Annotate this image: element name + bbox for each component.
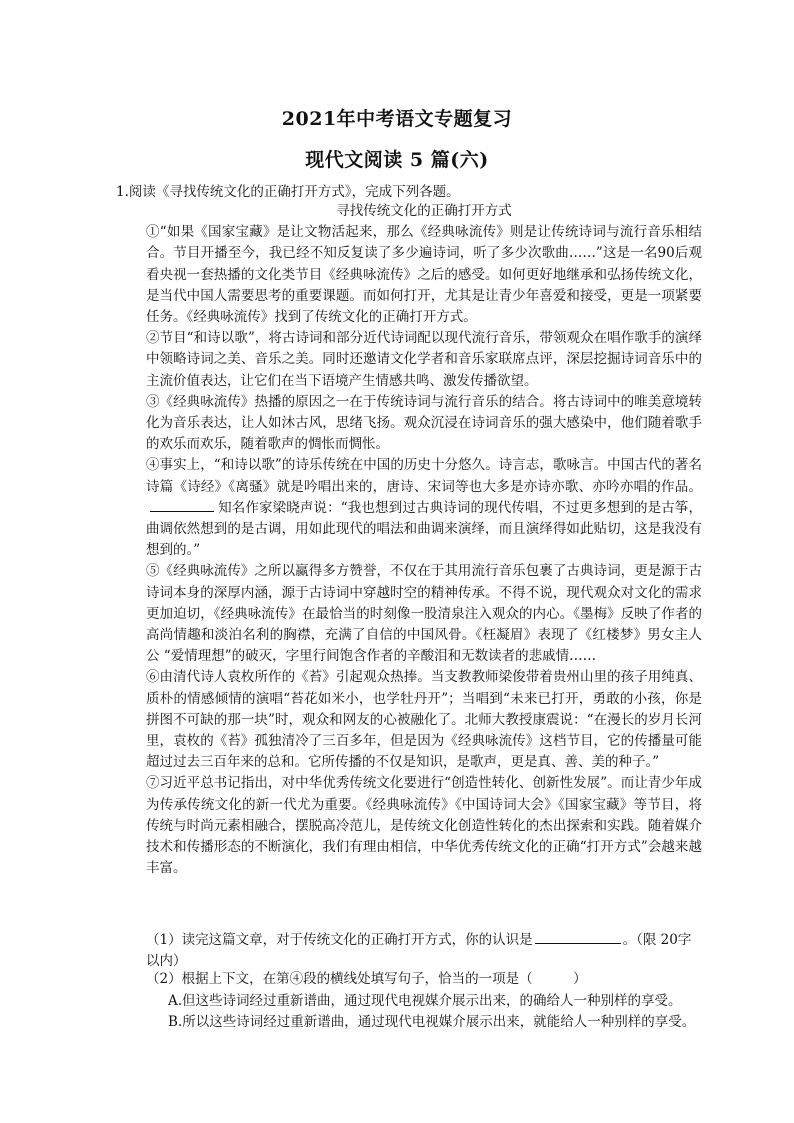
paragraph-6: ⑥由清代诗人袁枚所作的《苔》引起观众热捧。当支教教师梁俊带着贵州山里的孩子用纯真、质朴的情感倾情的演唱“苔花如米小，也学牡丹开”；当唱到“未来已打开，勇敢的小孩，你是拼图不可缺的那一块”时，观众和网友的心被融化了。北师大教授康震说：“在漫长的岁月长河里，袁枚的《苔》孤独清冷了三百多年，但是因为《经典咏流传》这档节目，它的传播量可能超过过去三百年来的总和。它所传播的不仅是知识，是歌声，更是真、善、美的种子。” <box>146 669 702 771</box>
option-b[interactable]: B.所以这些诗词经过重新谱曲，通过现代电视媒介展示出来，就能给人一种别样的享受。 <box>168 1014 696 1030</box>
paragraph-7: ⑦习近平总书记指出，对中华优秀传统文化要进行“创造性转化、创新性发展”。而让青少年成为传承传统文化的新一代尤为重要。《经典咏流传》《中国诗词大会》《国家宝藏》等节目，将传统与时尚元素相融合，摆脱高冷范儿，是传统文化创造性转化的杰出探索和实践。随着媒介技术和传播形态的不断演化，我们有理由相信，中华优秀传统文化的正确“打开方式”会越来越丰富。 <box>146 775 702 877</box>
option-a[interactable]: A.但这些诗词经过重新谱曲，通过现代电视媒介展示出来，的确给人一种别样的享受。 <box>168 993 682 1009</box>
paragraph-3: ③《经典咏流传》热播的原因之一在于传统诗词与流行音乐的结合。将古诗词中的唯美意境转化为音乐表达，让人如沐古风，思绪飞扬。观众沉浸在诗词音乐的强大感染中，他们随着歌手的欢乐而欢乐，随着歌声的惆怅而惆怅。 <box>146 393 702 453</box>
question-intro: 1.阅读《寻找传统文化的正确打开方式》，完成下列各题。 <box>116 184 460 200</box>
paragraph-4-part-b: 知名作家梁晓声说：“我也想到过古典诗词的现代传唱，不过更多想到的是古筝，曲调依然想到的是古调，用如此现代的唱法和曲调来演绎，而且演绎得如此贴切，这是我没有想到的。” <box>146 499 702 559</box>
paragraph-4-part-a: ④事实上，“和诗以歌”的诗乐传统在中国的历史十分悠久。诗言志，歌咏言。中国古代的著名诗篇《诗经》《离骚》就是吟唱出来的，唐诗、宋词等也大多是亦诗亦歌、亦吟亦唱的作品。 <box>146 457 702 495</box>
paragraph-4 <box>146 455 702 561</box>
document-title: 2021年中考语文专题复习 <box>281 108 513 130</box>
sub-question-1-text: （1）读完这篇文章，对于传统文化的正确打开方式，你的认识是 <box>146 932 533 948</box>
sub-question-1-limit: 。（限 20字以内） <box>146 932 692 970</box>
article <box>146 201 702 880</box>
paragraph-1: ①“如果《国家宝藏》是让文物活起来，那么《经典咏流传》则是让传统诗词与流行音乐相结合。节目开播至今，我已经不知反复读了多少遍诗词，听了多少次歌曲……”这是一名90后观看央视一套热播的文化类节目《经典咏流传》之后的感受。如何更好地继承和弘扬传统文化，是当代中国人需要思考的重要课题。而如何打开，尤其是让青少年喜爱和接受，更是一项紧要任务。《经典咏流传》找到了传统文化的正确打开方式。 <box>146 224 702 326</box>
article-title: 寻找传统文化的正确打开方式 <box>336 203 512 219</box>
sub-question-1 <box>146 930 702 972</box>
paragraph-2: ②节目“和诗以歌”，将古诗词和部分近代诗词配以现代流行音乐，带领观众在唱作歌手的演绎中领略诗词之美、音乐之美。同时还邀请文化学者和音乐家联席点评，深层挖掘诗词音乐中的主流价值表达，让它们在当下语境产生情感共鸣、激发传播欲望。 <box>146 330 702 389</box>
answer-blank[interactable] <box>535 931 621 944</box>
fill-in-blank[interactable] <box>150 499 214 512</box>
sub-question-2: （2）根据上下文，在第④段的横线处填写句子，恰当的一项是（ ） <box>146 971 587 987</box>
document-subtitle: 现代文阅读 5 篇(六) <box>305 149 489 171</box>
paragraph-5: ⑤《经典咏流传》之所以赢得多方赞誉，不仅在于其用流行音乐包裹了古典诗词，更是源于古诗词本身的深厚内涵，源于古诗词中穿越时空的精神传承。不得不说，现代观众对文化的需求更加迫切，《经典咏流传》在最恰当的时刻像一股清泉注入观众的内心。《墨梅》反映了作者的高尚情趣和淡泊名利的胸襟，充满了自信的中国风骨。《枉凝眉》表现了《红楼梦》男女主人公 “爱情理想”的破灭，字里行间饱含作者的辛酸泪和无数读者的悲戚情…… <box>146 563 702 665</box>
